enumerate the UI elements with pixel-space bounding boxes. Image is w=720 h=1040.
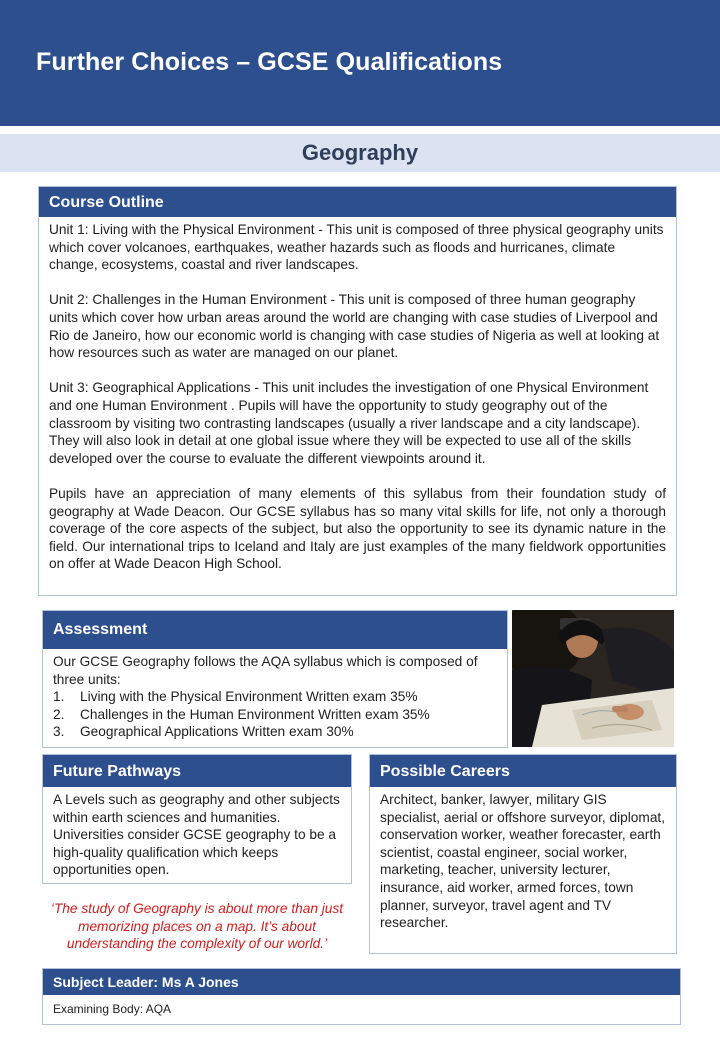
subject-leader-panel	[42, 968, 681, 1025]
list-item	[53, 723, 497, 741]
list-text: Challenges in the Human Environment Written exam 35%	[80, 706, 430, 722]
geography-quote: ‘The study of Geography is about more than just memorizing places on a map. It’s about understanding the complexity of our world.’	[50, 901, 344, 952]
course-outline-panel	[38, 186, 677, 596]
assessment-heading: Assessment	[43, 611, 507, 649]
list-item	[53, 706, 497, 724]
unit-3-paragraph: Unit 3: Geographical Applications - This unit includes the investigation of one Physical Environment and one Human Environment . Pupils will have the opportunity to study geography out of the classroom by visiting two contrasting landscapes (usually a river landscape and a city landscape). They will also look in detail at one global issue where they will be expected to use all of the skills developed over the course to evaluate the different viewpoints around it.	[49, 380, 649, 466]
list-text: Geographical Applications Written exam 30%	[80, 724, 354, 740]
list-number: 2.	[53, 706, 65, 722]
possible-careers-heading: Possible Careers	[370, 755, 676, 787]
future-pathways-text: A Levels such as geography and other subjects within earth sciences and humanities. Universities consider GCSE geography to be a high-quality qualification which keeps opportunities open.	[53, 792, 340, 878]
future-pathways-heading: Future Pathways	[43, 755, 351, 787]
course-outline-body	[39, 217, 676, 577]
subject-leader-heading: Subject Leader: Ms A Jones	[43, 969, 680, 995]
unit-2-paragraph: Unit 2: Challenges in the Human Environment - This unit is composed of three human geography units which cover how urban areas around the world are changing with case studies of Liverpool and Rio de Janeiro, how our economic world is changing with case studies of Nigeria as well at looking at how resources such as water are managed on our planet.	[49, 292, 660, 361]
summary-paragraph: Pupils have an appreciation of many elements of this syllabus from their foundation study of geography at Wade Deacon. Our GCSE syllabus has so many vital skills for life, not only a thorough coverage of the core aspects of the subject, but also the opportunity to see its dynamic nature in the field. Our international trips to Iceland and Italy are just examples of the many fieldwork opportunities on offer at Wade Deacon High School.	[49, 485, 666, 572]
list-number: 1.	[53, 689, 65, 705]
possible-careers-panel	[369, 754, 677, 954]
assessment-intro: Our GCSE Geography follows the AQA syllabus which is composed of three units:	[53, 654, 478, 687]
list-item	[53, 688, 497, 706]
subject-band	[0, 134, 720, 172]
unit-1-paragraph: Unit 1: Living with the Physical Environment - This unit is composed of three physical geography units which cover volcanoes, earthquakes, weather hazards such as floods and hurricanes, climate change, ecosystems, coastal and river landscapes.	[49, 222, 664, 273]
students-photo	[512, 610, 674, 747]
list-text: Living with the Physical Environment Written exam 35%	[80, 689, 418, 705]
examining-body-text: Examining Body: AQA	[53, 1002, 172, 1016]
assessment-body	[43, 649, 507, 745]
page-title: Further Choices – GCSE Qualifications	[36, 48, 503, 76]
future-pathways-panel	[42, 754, 352, 884]
course-outline-heading: Course Outline	[39, 187, 676, 217]
subject-title: Geography	[301, 140, 419, 165]
list-number: 3.	[53, 724, 65, 740]
header-band	[0, 0, 720, 126]
possible-careers-text: Architect, banker, lawyer, military GIS specialist, aerial or offshore surveyor, diplomat, conservation worker, weather forecaster, earth scientist, coastal engineer, social worker, marketing, teacher, university lecturer, insurance, aid worker, armed forces, town planner, surveyor, travel agent and TV researcher.	[380, 792, 666, 931]
assessment-panel	[42, 610, 508, 748]
students-photo-illustration	[512, 610, 674, 747]
assessment-unit-list	[53, 688, 497, 741]
